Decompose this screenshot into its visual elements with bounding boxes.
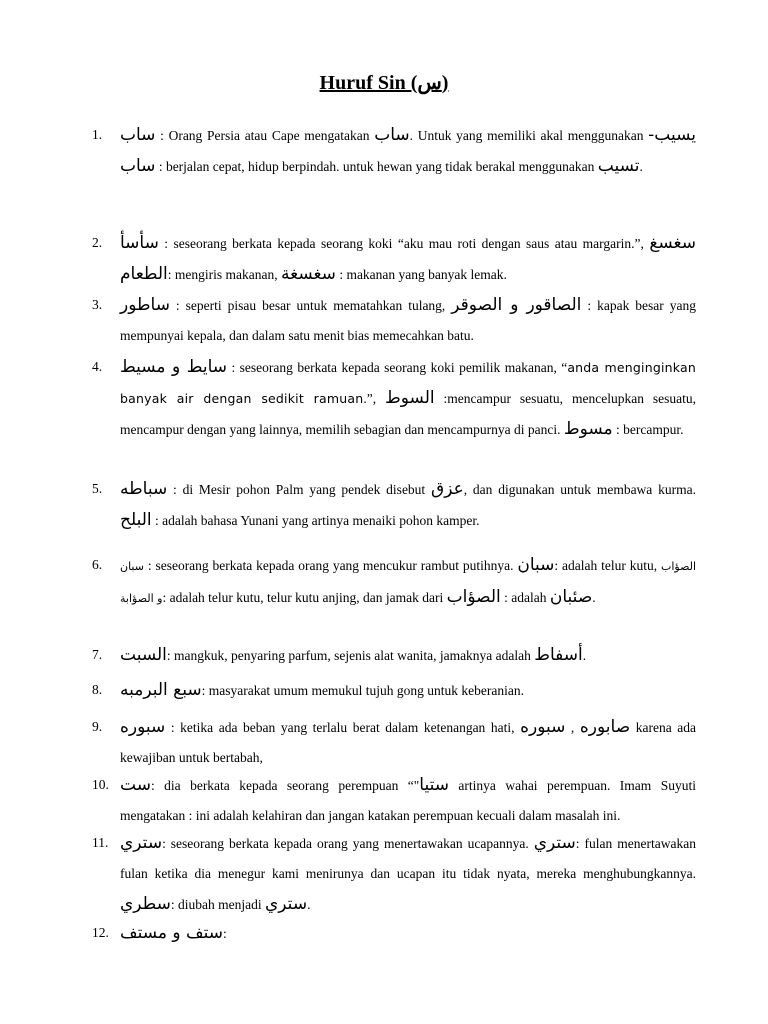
item-number: 8. [92,682,103,697]
list-item [92,228,696,290]
definition-text: .”, [363,391,386,406]
definition-text: : berjalan cepat, hidup berpindah. untuk hewan yang tidak berakal menggunakan [155,159,598,174]
arabic-term: الصاقور و الصوقر [451,295,582,315]
quoted-sans-text: anda menginginkan banyak air dengan sedikit ramuan [120,360,696,406]
definition-text: : mengiris makanan, [167,267,281,282]
page-title: Huruf Sin (س) [319,72,449,94]
arabic-term: سبوره [120,717,166,737]
definition-text: : masyarakat umum memukul tujuh gong untuk keberanian. [201,683,525,698]
arabic-term: ستيا [419,775,449,795]
arabic-term: سبان [517,555,555,575]
definition-text: . Untuk yang memiliki akal menggunakan [409,128,649,143]
item-number: 10. [92,777,109,792]
definition-text: : Orang Persia atau Cape mengatakan [155,128,375,143]
arabic-term: ساب [120,125,156,145]
item-number: 7. [92,647,103,662]
definition-text: : seseorang berkata kepada seorang koki pemilik makanan, “ [227,360,568,375]
arabic-term-small: الصؤاب و الصؤابة [120,560,697,605]
definition-text: :mencampur sesuatu, mencelupkan sesuatu, mencampur dengan yang lainnya, memilih sebagian dan mencampurnya di panci. [120,391,696,437]
arabic-term: سبوره [520,717,566,737]
arabic-term: الصؤاب [446,587,501,607]
list-item [92,918,696,949]
arabic-term: ستف و مستف [120,923,223,943]
list-item [92,712,696,773]
item-number: 12. [92,925,109,940]
list-item [92,675,696,706]
definition-text: : makanan yang banyak lemak. [335,267,507,282]
item-number: 3. [92,297,103,312]
item-number: 2. [92,235,103,250]
arabic-term: يسيب-ساب [120,125,697,176]
definition-text: karena ada kewajiban untuk bertabah, [120,720,696,765]
definition-text: : adalah [500,590,550,605]
definition-text: . [592,590,596,605]
arabic-term: صئبان [549,587,593,607]
arabic-term: ساب [374,125,410,145]
list-item [92,352,696,445]
definition-text: : adalah telur kutu, [554,558,661,573]
arabic-term: صابوره [579,717,631,737]
definition-text: : kapak besar yang mempunyai kepala, dan dalam satu menit bias memecahkan batu. [120,298,696,343]
arabic-term: سبع البرمبه [120,680,202,700]
definition-text: : mangkuk, penyaring parfum, sejenis alat wanita, jamaknya adalah [166,648,535,663]
arabic-term: ست [120,775,151,795]
definition-text: : seseorang berkata kepada orang yang mencukur rambut putihnya. [143,558,518,573]
arabic-term: سباطه [120,479,168,499]
arabic-term: سأسأ [120,233,159,253]
arabic-term: السوط [385,388,435,408]
list-item [92,550,696,614]
definition-text: : dia berkata kepada seorang perempuan “" [150,778,420,793]
arabic-term: ساطور [120,295,170,315]
list-item [92,828,696,920]
definition-text: : seseorang berkata kepada orang yang menertawakan ucapannya. [162,836,534,851]
arabic-term: ستري [120,833,163,853]
arabic-term: مسوط [563,419,613,439]
item-number: 4. [92,359,103,374]
arabic-term: سغسغة [281,264,336,284]
item-number: 11. [92,835,109,850]
arabic-term: سطري [120,894,171,914]
list-item [92,770,696,831]
definition-text: : [223,926,227,941]
list-item [92,640,696,671]
definition-text: , dan digunakan untuk membawa kurma. [463,482,696,497]
definition-text: : di Mesir pohon Palm yang pendek disebut [167,482,431,497]
definition-text: : diubah menjadi [170,897,265,912]
definition-text: artinya wahai perempuan. Imam Suyuti mengatakan : ini adalah kelahiran dan jangan katakan perempuan kecuali dalam masalah ini. [120,778,696,823]
definition-text: : adalah telur kutu, telur kutu anjing, dan jamak dari [162,590,447,605]
definition-text: : seseorang berkata kepada seorang koki “aku mau roti dengan saus atau margarin.”, [158,236,650,251]
definition-text: . [582,648,587,663]
definition-text: : adalah bahasa Yunani yang artinya menaiki pohon kamper. [151,513,480,528]
arabic-term: السبت [120,645,167,665]
arabic-term: عزق [431,479,464,499]
definition-text: : ketika ada beban yang terlalu berat dalam ketenangan hati, [165,720,521,735]
arabic-term: سايط و مسيط [120,357,227,377]
definition-text: : fulan menertawakan fulan ketika dia menegur kami menirunya dan ucapan itu tidak nyata, mereka menghubungkannya. [120,836,696,881]
item-number: 9. [92,719,103,734]
item-number: 1. [92,127,103,142]
arabic-term: البلح [120,510,152,530]
definition-text: . [307,897,311,912]
definition-text: . [639,159,643,174]
definition-text: : bercampur. [612,422,684,437]
list-item [92,120,696,182]
item-number: 5. [92,481,103,496]
arabic-term: تسيب [597,156,640,176]
definition-text: : seperti pisau besar untuk mematahkan tulang, [169,298,452,313]
definition-text: , [565,720,580,735]
arabic-term: ستري [533,833,576,853]
list-item [92,474,696,536]
arabic-term-small: سبان [120,560,144,573]
item-number: 6. [92,557,103,572]
list-item [92,290,696,351]
arabic-term: أسفاط [534,645,583,665]
arabic-term: سغسغ الطعام [120,233,696,284]
arabic-term: ستري [265,894,308,914]
